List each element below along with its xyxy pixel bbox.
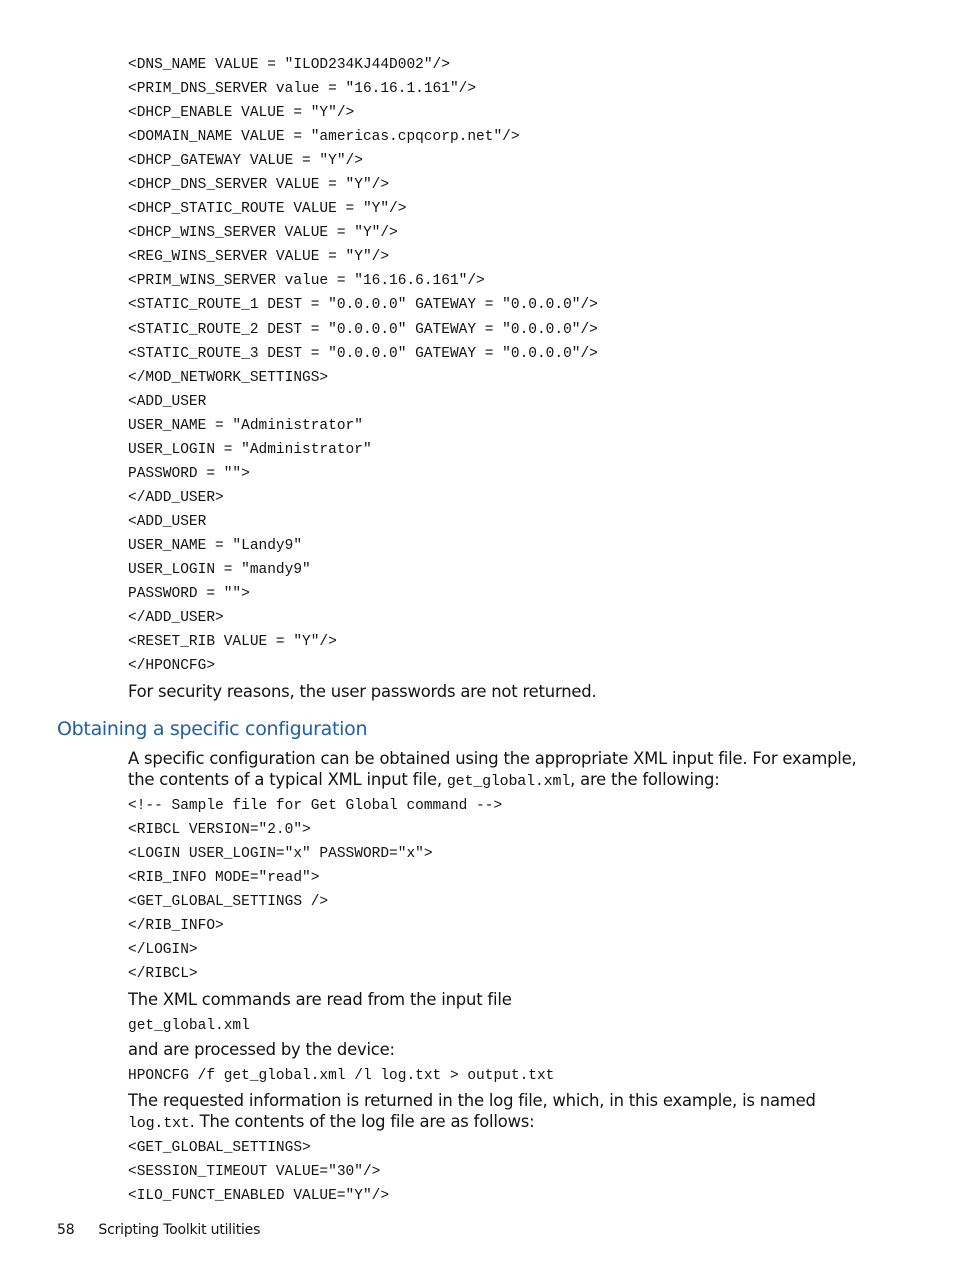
processed-text: and are processed by the device: xyxy=(128,1040,395,1059)
code-line: <DOMAIN_NAME VALUE = "americas.cpqcorp.net"/> xyxy=(128,129,520,146)
code-line: <REG_WINS_SERVER VALUE = "Y"/> xyxy=(128,249,390,266)
intro-paragraph: A specific configuration can be obtained using the appropriate XML input file. For example, the contents of a typical XML input file, get_global.xml, are the following: xyxy=(128,749,857,790)
code-line: <DHCP_STATIC_ROUTE VALUE = "Y"/> xyxy=(128,201,407,218)
code-line: <GET_GLOBAL_SETTINGS /> xyxy=(128,894,329,911)
code-line: <SESSION_TIMEOUT VALUE="30"/> xyxy=(128,1164,381,1181)
returned-paragraph: The requested information is returned in the log file, which, in this example, is named log.txt. The contents of the log file are as follows: xyxy=(128,1091,816,1132)
code-line: PASSWORD = ""> xyxy=(128,586,250,603)
code-line: <RIBCL VERSION="2.0"> xyxy=(128,822,311,839)
code-line: USER_NAME = "Administrator" xyxy=(128,417,363,434)
code-line: <STATIC_ROUTE_1 DEST = "0.0.0.0" GATEWAY = "0.0.0.0"/> xyxy=(128,297,598,314)
code-line: <DHCP_DNS_SERVER VALUE = "Y"/> xyxy=(128,177,390,194)
code-line: <ADD_USER xyxy=(128,393,207,410)
section-heading: Obtaining a specific configuration xyxy=(57,718,368,740)
code-line: <ADD_USER xyxy=(128,513,207,530)
security-note: For security reasons, the user passwords are not returned. xyxy=(128,682,597,701)
code-line: <STATIC_ROUTE_3 DEST = "0.0.0.0" GATEWAY = "0.0.0.0"/> xyxy=(128,345,598,362)
code-line: PASSWORD = ""> xyxy=(128,465,250,482)
code-line: </HPONCFG> xyxy=(128,658,216,675)
page-number: 58 xyxy=(57,1222,75,1238)
code-line: <ILO_FUNCT_ENABLED VALUE="Y"/> xyxy=(128,1188,390,1205)
command-code: HPONCFG /f get_global.xml /l log.txt > output.txt xyxy=(128,1068,555,1084)
code-line: </MOD_NETWORK_SETTINGS> xyxy=(128,369,329,386)
code-line: <DHCP_ENABLE VALUE = "Y"/> xyxy=(128,105,355,122)
code-line: <PRIM_DNS_SERVER value = "16.16.1.161"/> xyxy=(128,81,477,98)
chapter-title: Scripting Toolkit utilities xyxy=(98,1222,261,1238)
code-block-network-settings xyxy=(128,53,598,678)
code-line: USER_NAME = "Landy9" xyxy=(128,537,303,554)
code-line: </RIBCL> xyxy=(128,966,198,983)
code-line: <RESET_RIB VALUE = "Y"/> xyxy=(128,634,337,651)
code-line: </LOGIN> xyxy=(128,942,198,959)
code-line: <STATIC_ROUTE_2 DEST = "0.0.0.0" GATEWAY = "0.0.0.0"/> xyxy=(128,321,598,338)
inline-filename: log.txt xyxy=(128,1115,190,1132)
code-block-log-output xyxy=(128,1136,389,1208)
inline-filename: get_global.xml xyxy=(446,773,571,790)
code-line: <DNS_NAME VALUE = "ILOD234KJ44D002"/> xyxy=(128,57,450,73)
code-line: <GET_GLOBAL_SETTINGS> xyxy=(128,1140,311,1156)
page-footer xyxy=(57,1222,260,1238)
code-block-get-global xyxy=(128,794,502,986)
code-line: USER_LOGIN = "Administrator" xyxy=(128,441,372,458)
code-line: </RIB_INFO> xyxy=(128,918,224,935)
code-line: <RIB_INFO MODE="read"> xyxy=(128,870,320,887)
read-from-text: The XML commands are read from the input file xyxy=(128,990,512,1009)
code-line: </ADD_USER> xyxy=(128,489,224,506)
code-line: <DHCP_GATEWAY VALUE = "Y"/> xyxy=(128,153,363,170)
code-line: <PRIM_WINS_SERVER value = "16.16.6.161"/> xyxy=(128,273,485,290)
code-line: USER_LOGIN = "mandy9" xyxy=(128,561,311,578)
code-line: <LOGIN USER_LOGIN="x" PASSWORD="x"> xyxy=(128,846,433,863)
code-line: </ADD_USER> xyxy=(128,610,224,627)
input-file-code: get_global.xml xyxy=(128,1018,250,1034)
code-line: <!-- Sample file for Get Global command --> xyxy=(128,798,503,814)
code-line: <DHCP_WINS_SERVER VALUE = "Y"/> xyxy=(128,225,398,242)
